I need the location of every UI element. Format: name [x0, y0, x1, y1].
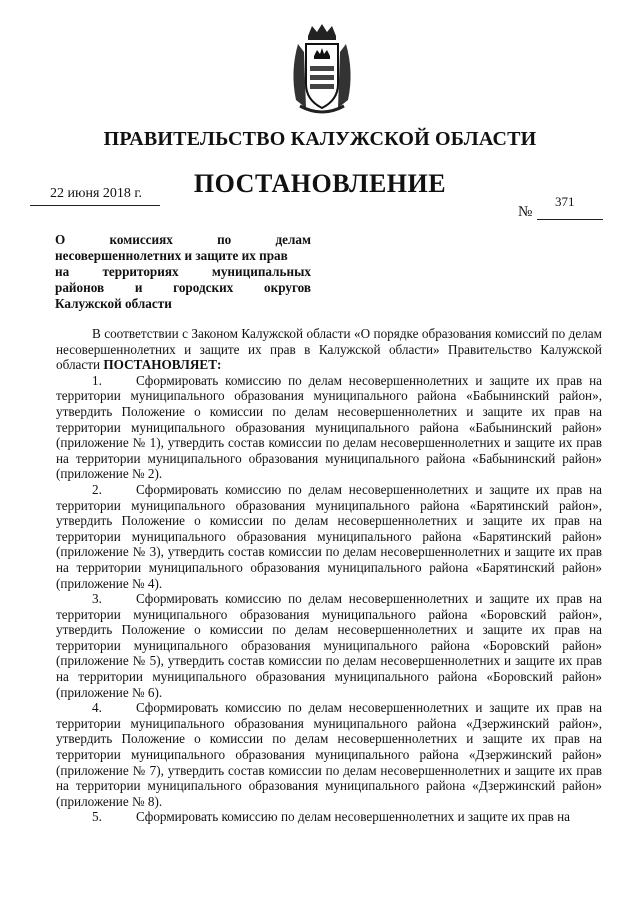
decree-body	[56, 326, 602, 831]
document-type-title: ПОСТАНОВЛЕНИЕ	[193, 169, 447, 198]
decree-item	[56, 591, 602, 700]
item-number: 5.	[92, 809, 102, 825]
subject-line: на территориях муниципальных	[55, 264, 311, 279]
decree-item	[56, 809, 602, 831]
decree-number: 371	[555, 194, 575, 209]
item-number: 1.	[92, 372, 102, 388]
subject-line: несовершеннолетних и защите их прав	[55, 248, 288, 263]
decree-item	[56, 482, 602, 591]
item-number: 4.	[92, 700, 102, 716]
item-text: Сформировать комиссию по делам несовершеннолетних и защите их прав на территории муниципального образования муниципального района «Боровский район», утвердить Положение о комиссии по делам несовершеннолетних и защите их прав на территории муниципального образования муниципального района «Боровский район» (приложение № 5), утвердить состав комиссии по делам несовершеннолетних и защите их прав на территории муниципального образования муниципального района «Боровский район» (приложение № 6).	[56, 591, 602, 700]
decree-item	[56, 700, 602, 809]
government-title: ПРАВИТЕЛЬСТВО КАЛУЖСКОЙ ОБЛАСТИ	[103, 128, 537, 150]
coat-of-arms-emblem	[284, 22, 360, 114]
preamble-paragraph: В соответствии с Законом Калужской области «О порядке образования комиссий по делам несовершеннолетних и защите их прав в Калужской области» Правительство Калужской области ПОСТАНОВЛЯЕТ:	[56, 326, 602, 373]
item-text: Сформировать комиссию по делам несовершеннолетних и защите их прав на	[136, 809, 570, 825]
item-number: 2.	[92, 481, 102, 497]
resolves-keyword: ПОСТАНОВЛЯЕТ:	[103, 357, 222, 373]
subject-line: О комиссиях по делам	[55, 232, 311, 247]
decree-date: 22 июня 2018 г.	[50, 186, 143, 201]
number-label: №	[518, 204, 533, 220]
decree-subject	[55, 232, 311, 312]
decree-item	[56, 373, 602, 482]
date-underline	[30, 205, 160, 206]
number-underline	[537, 219, 603, 220]
item-text: Сформировать комиссию по делам несовершеннолетних и защите их прав на территории муниципального образования муниципального района «Барятинский район», утвердить Положение о комиссии по делам несовершеннолетних и защите их прав на территории муниципального образования муниципального района «Барятинский район» (приложение № 3), утвердить состав комиссии по делам несовершеннолетних и защите их прав на территории муниципального образования муниципального района «Барятинский район» (приложение № 4).	[56, 481, 602, 591]
subject-line: Калужской области	[55, 296, 172, 311]
item-text: Сформировать комиссию по делам несовершеннолетних и защите их прав на территории муниципального образования муниципального района «Дзержинский район», утвердить Положение о комиссии по делам несовершеннолетних и защите их прав на территории муниципального образования муниципального района «Дзержинский район» (приложение № 7), утвердить состав комиссии по делам несовершеннолетних и защите их прав на территории муниципального образования муниципального района «Дзержинский район» (приложение № 8).	[56, 700, 602, 809]
item-number: 3.	[92, 591, 102, 607]
item-text: Сформировать комиссию по делам несовершеннолетних и защите их прав на территории муниципального образования муниципального района «Бабынинский район», утвердить Положение о комиссии по делам несовершеннолетних и защите их прав на территории муниципального образования муниципального района «Бабынинский район» (приложение № 1), утвердить состав комиссии по делам несовершеннолетних и защите их прав на территории муниципального образования муниципального района «Бабынинский район» (приложение № 2).	[56, 372, 602, 482]
subject-line: районов и городских округов	[55, 280, 311, 295]
